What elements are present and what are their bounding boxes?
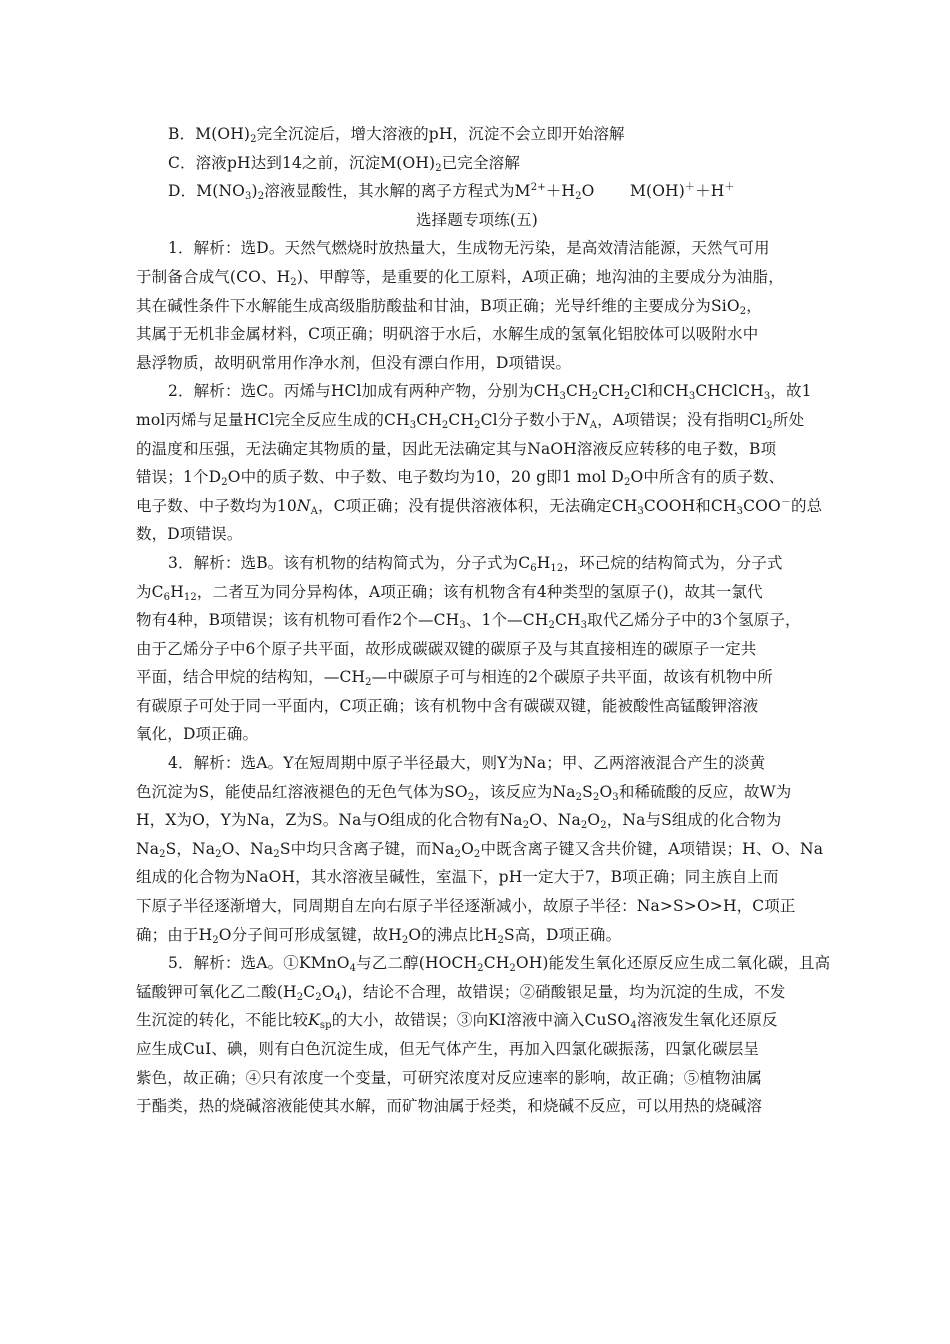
text-line: 的温度和压强，无法确定其物质的量，因此无法确定其与NaOH溶液反应转移的电子数，B项 <box>136 439 777 458</box>
text-line: 1．解析：选D。天然气燃烧时放热量大，生成物无污染，是高效清洁能源，天然气可用 <box>168 239 770 258</box>
text-line: 电子数、中子数均为$10N_A$，C项正确；没有提供溶液体积，无法确定$CH_3COOH$和$CH_3COO^-$的总 <box>136 496 823 517</box>
text-line: 确；由于$H_2O$分子间可形成氢键，故$H_2O$的沸点比$H_2S$高，D项正确。 <box>136 925 622 946</box>
text-line: 悬浮物质，故明矾常用作净水剂，但没有漂白作用，D项错误。 <box>136 353 572 372</box>
text-line: 于酯类，热的烧碱溶液能使其水解，而矿物油属于烃类，和烧碱不反应，可以用热的烧碱溶 <box>136 1097 763 1116</box>
text-line: 其在碱性条件下水解能生成高级脂肪酸盐和甘油，B项正确；光导纤维的主要成分为SiO$_2$， <box>136 296 762 317</box>
text-line: 组成的化合物为NaOH，其水溶液呈碱性，室温下，pH一定大于7，B项正确；同主族自上而 <box>136 868 779 887</box>
text-line: 紫色，故正确；④只有浓度一个变量，可研究浓度对反应速率的影响，故正确；⑤植物油属 <box>136 1068 763 1087</box>
text-line: H，X为O，Y为Na，Z为S。Na与O组成的化合物有$Na_2O$、$Na_2O_2$，Na与S组成的化合物为 <box>136 811 782 832</box>
text-line: 5．解析：选A。①KMnO$_4$与乙二醇$(HOCH_2CH_2OH)$能发生氧化还原反应生成二氧化碳，且高 <box>168 954 831 975</box>
text-line: 数，D项错误。 <box>136 525 243 544</box>
text-line: 其属于无机非金属材料，C项正确；明矾溶于水后，水解生成的氢氧化铝胶体可以吸附水中 <box>136 325 759 344</box>
text-line: 应生成CuI、碘，则有白色沉淀生成，但无气体产生，再加入四氯化碳振荡，四氯化碳层呈 <box>136 1040 760 1058</box>
text-line: mol丙烯与足量HCl完全反应生成的$CH_3CH_2CH_2Cl$分子数小于$N_A$，A项错误；没有指明$Cl_2$所处 <box>136 410 805 431</box>
text-line: D．$M(NO_3)_2$溶液显酸性，其水解的离子方程式为$M^{2+}+H_2O$ M(OH)＋＋H＋ <box>168 182 735 203</box>
text-line: 4．解析：选A。Y在短周期中原子半径最大，则Y为Na；甲、乙两溶液混合产生的淡黄 <box>168 754 766 773</box>
text-line: $Na_2S$，$Na_2O$、$Na_2S$中均只含离子键，而$Na_2O_2$中既含离子键又含共价键，A项错误；H、O、Na <box>136 839 824 860</box>
text-line: 生沉淀的转化，不能比较$K_{sp}$的大小，故错误；③向KI溶液中滴入CuSO$_4$溶液发生氧化还原反 <box>136 1011 778 1032</box>
text-line: 错误；1个$D_2O$中的质子数、中子数、电子数均为10，20 g即1 mol $D_2O$中所含有的质子数、 <box>136 468 785 489</box>
text-line: 为$C_6H_{12}$，二者互为同分异构体，A项正确；该有机物含有4种类型的氢原子()，故其一氯代 <box>136 582 763 603</box>
text-line: 有碳原子可处于同一平面内，C项正确；该有机物中含有碳碳双键，能被酸性高锰酸钾溶液 <box>136 696 759 715</box>
text-line: C．溶液pH达到14之前，沉淀$M(OH)_2$已完全溶解 <box>168 153 520 174</box>
text-line: 物有4种，B项错误；该有机物可看作2个$—CH_3$、1个$—CH_2CH_3$取代乙烯分子中的3个氢原子， <box>136 611 801 632</box>
document-page <box>136 120 831 1121</box>
text-line: 平面，结合甲烷的结构知，$—CH_2—$中碳原子可与相连的2个碳原子共平面，故该有机物中所 <box>136 668 773 689</box>
text-line: 氧化，D项正确。 <box>136 725 259 744</box>
text-line: 3．解析：选B。该有机物的结构简式为，分子式为$C_6H_{12}$，环己烷的结构简式为，分子式 <box>168 553 783 574</box>
section-title: 选择题专项练(五) <box>416 210 538 229</box>
text-line: 于制备合成气(CO、$H_2$)、甲醇等，是重要的化工原料，A项正确；地沟油的主要成分为油脂， <box>136 267 784 288</box>
text-line: 色沉淀为S，能使品红溶液褪色的无色气体为$SO_2$，该反应为$Na_2S_2O_3$和稀硫酸的反应，故W为 <box>136 782 792 803</box>
text-line: 由于乙烯分子中6个原子共平面，故形成碳碳双键的碳原子及与其直接相连的碳原子一定共 <box>136 639 757 658</box>
text-line: 2．解析：选C。丙烯与HCl加成有两种产物，分别为$CH_3CH_2CH_2Cl$和$CH_3CHClCH_3$，故1 <box>168 382 812 403</box>
text-line: 下原子半径逐渐增大，同周期自左向右原子半径逐渐减小，故原子半径：Na>S>O>H，C项正 <box>136 897 796 916</box>
text-line: B．$M(OH)_2$完全沉淀后，增大溶液的pH，沉淀不会立即开始溶解 <box>168 125 625 145</box>
text-line: 锰酸钾可氧化乙二酸$(H_2C_2O_4)$，结论不合理，故错误；②硝酸银足量，均为沉淀的生成，不发 <box>136 982 786 1003</box>
